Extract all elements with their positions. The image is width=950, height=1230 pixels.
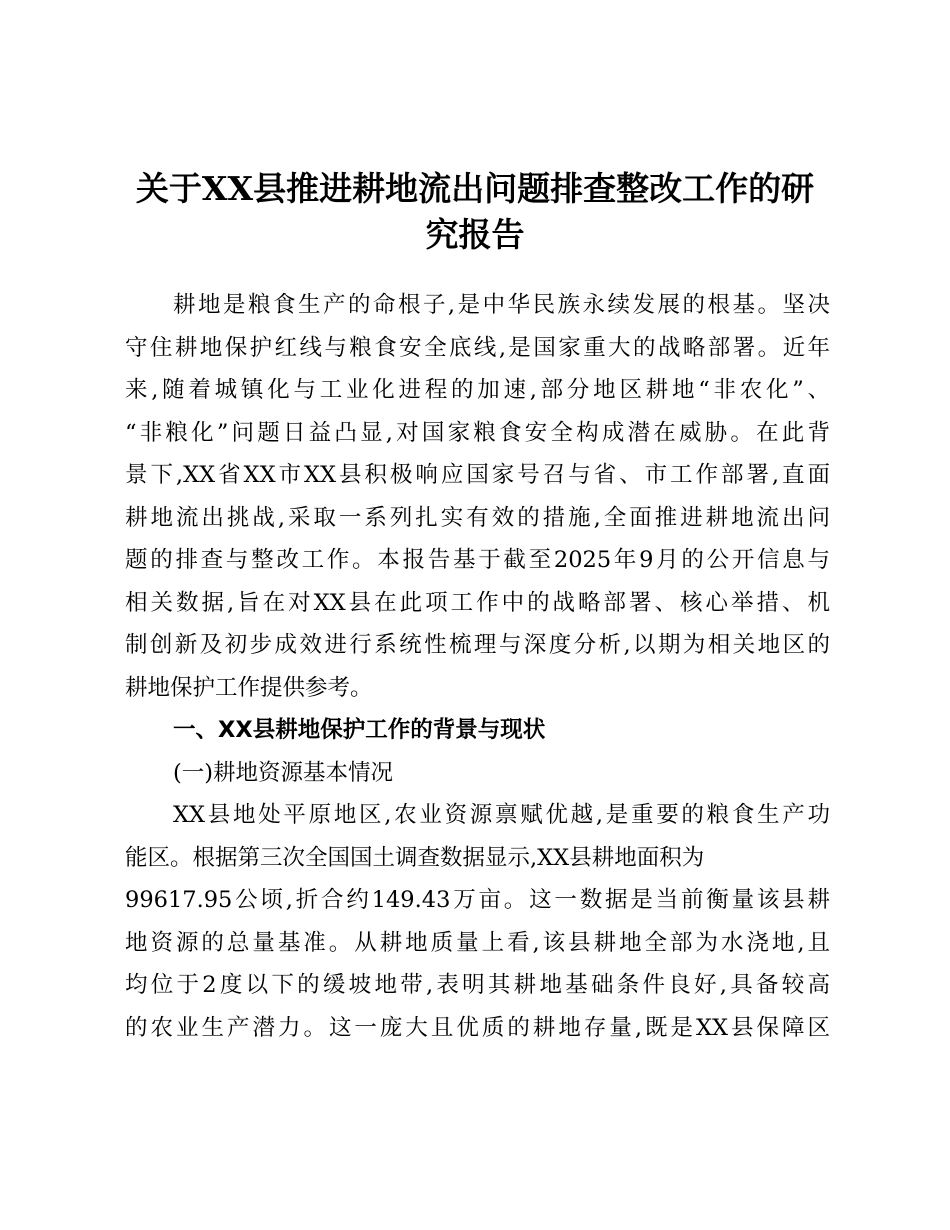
title-line-2: 究报告	[425, 215, 525, 254]
document-body	[125, 284, 830, 1049]
paragraph-line: 耕地是粮食生产的命根子,是中华民族永续发展的根基。坚决	[173, 292, 830, 318]
paragraph-line: 能区。根据第三次全国国土调查数据显示,XX县耕地面积为	[125, 844, 705, 871]
subsection1-paragraph	[125, 794, 830, 1049]
title-line-1: 关于XX县推进耕地流出问题排查整改工作的研	[135, 169, 815, 208]
paragraph-line: 制创新及初步成效进行系统性梳理与深度分析,以期为相关地区的	[125, 632, 830, 658]
paragraph-line: 均位于2度以下的缓坡地带,表明其耕地基础条件良好,具备较高	[125, 972, 830, 998]
paragraph-line: 的农业生产潜力。这一庞大且优质的耕地存量,既是XX县保障区	[125, 1014, 830, 1041]
paragraph-line: 地资源的总量基准。从耕地质量上看,该县耕地全部为水浇地,且	[125, 929, 830, 956]
paragraph-line: XX县地处平原地区,农业资源禀赋优越,是重要的粮食生产功	[173, 802, 830, 828]
paragraph-line: “非粮化”问题日益凸显,对国家粮食安全构成潜在威胁。在此背	[125, 419, 830, 446]
paragraph-line: 耕地流出挑战,采取一系列扎实有效的措施,全面推进耕地流出问	[125, 504, 830, 531]
paragraph-line: 守住耕地保护红线与粮食安全底线,是国家重大的战略部署。近年	[125, 334, 830, 361]
report-title	[110, 166, 840, 258]
paragraph-line: 相关数据,旨在对XX县在此项工作中的战略部署、核心举措、机	[125, 589, 830, 616]
paragraph-line: 题的排查与整改工作。本报告基于截至2025年9月的公开信息与	[125, 547, 830, 573]
paragraph-line: 景下,XX省XX市XX县积极响应国家号召与省、市工作部署,直面	[125, 462, 830, 488]
intro-paragraph	[125, 284, 830, 709]
subsection-heading-1: (一)耕地资源基本情况	[173, 759, 394, 786]
paragraph-line: 耕地保护工作提供参考。	[125, 674, 373, 701]
paragraph-line: 99617.95公顷,折合约149.43万亩。这一数据是当前衡量该县耕	[125, 887, 830, 913]
paragraph-line: 来,随着城镇化与工业化进程的加速,部分地区耕地“非农化”、	[125, 377, 830, 403]
section-heading-1: 一、XX县耕地保护工作的背景与现状	[173, 717, 546, 743]
